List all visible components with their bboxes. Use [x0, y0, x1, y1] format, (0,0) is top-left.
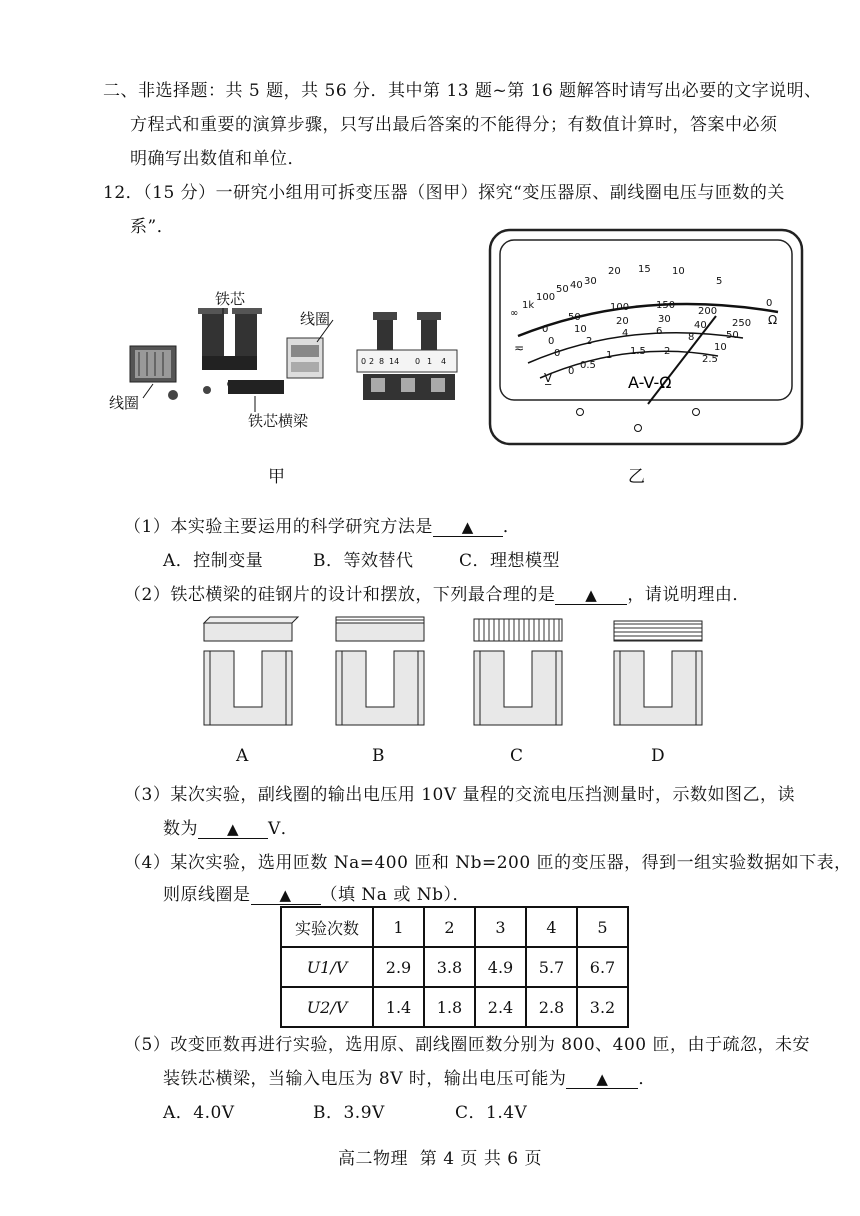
dc-100: 100 [610, 302, 630, 313]
part-5-option-b: B．3.9V [313, 1103, 385, 1123]
part-1-option-c: C．理想模型 [459, 551, 561, 571]
answer-blank-5[interactable]: ▲ [566, 1070, 638, 1089]
core-option-b [336, 617, 424, 725]
table-header-cell: 5 [577, 907, 628, 947]
part-2-question: （2）铁芯横梁的硅钢片的设计和摆放，下列最合理的是 ▲ ，请说明理由． [124, 585, 750, 605]
ac-2: 2 [664, 346, 671, 357]
terminal-1: 1 [427, 357, 433, 366]
table-header-label: 实验次数 [281, 907, 373, 947]
experiment-table [280, 906, 629, 1028]
table-header-cell: 3 [475, 907, 526, 947]
inner-8: 8 [688, 332, 695, 343]
ohm-10: 10 [672, 266, 685, 277]
dc-50: 50 [568, 312, 581, 323]
ohm-inf: ∞ [510, 308, 519, 319]
part-5-option-a: A．4.0V [163, 1103, 235, 1123]
label-crossbar: 铁芯横梁 [248, 412, 309, 430]
figure-yi-meter [488, 228, 804, 446]
part-3-line1: （3）某次实验，副线圈的输出电压用 10V 量程的交流电压挡测量时，示数如图乙，读 [124, 785, 796, 805]
ohm-15: 15 [638, 264, 651, 275]
right-coil [287, 338, 323, 378]
core-option-c [474, 619, 562, 725]
ohm-40: 40 [570, 280, 583, 291]
omega-symbol: Ω [768, 313, 778, 327]
mid-30: 30 [658, 314, 671, 325]
label-coil-right: 线圈 [300, 310, 331, 328]
terminal-0b: 0 [415, 357, 421, 366]
dc-250: 250 [732, 318, 752, 329]
ohm-1k: 1k [522, 300, 535, 311]
table-cell: 2.9 [373, 947, 424, 987]
table-cell: 6.7 [577, 947, 628, 987]
inner-0: 0 [554, 348, 561, 359]
part-5-line2: 装铁芯横梁，当输入电压为 8V 时，输出电压可能为 ▲ ． [163, 1069, 656, 1089]
core-options-figure [198, 615, 728, 730]
table-header-cell: 4 [526, 907, 577, 947]
caption-yi: 乙 [628, 467, 645, 487]
table-cell: 1.4 [373, 987, 424, 1027]
table-cell: 1.8 [424, 987, 475, 1027]
table-header-row [281, 907, 628, 947]
terminal-4: 4 [441, 357, 447, 366]
meter-name: A-V-Ω [628, 373, 672, 392]
inner-2: 2 [586, 336, 593, 347]
ac-symbol: V̲ [544, 371, 553, 385]
label-coil-left: 线圈 [109, 394, 140, 412]
left-coil [130, 346, 176, 382]
answer-blank-2[interactable]: ▲ [555, 586, 627, 605]
option-b-label: B [372, 746, 385, 766]
section-intro-line2: 方程式和重要的演算步骤，只写出最后答案的不能得分；有数值计算时，答案中必须 [130, 115, 778, 135]
core-crossbar [228, 380, 284, 394]
question-12-line1: 12．（15 分）一研究小组用可拆变压器（图甲）探究“变压器原、副线圈电压与匝数的关 [103, 183, 785, 203]
ohm-5: 5 [716, 276, 723, 287]
dc-0: 0 [542, 324, 549, 335]
part-1-option-b: B．等效替代 [313, 551, 414, 571]
terminal-14: 14 [389, 357, 400, 366]
option-a-label: A [236, 746, 249, 766]
answer-blank-3[interactable]: ▲ [198, 820, 268, 839]
core-option-a [204, 617, 298, 725]
caption-jia: 甲 [268, 467, 285, 487]
row-label-u1: U1/V [281, 947, 373, 987]
ohm-30: 30 [584, 276, 597, 287]
mid-0: 0 [548, 336, 555, 347]
mid-20: 20 [616, 316, 629, 327]
part-5-line1: （5）改变匝数再进行实验，选用原、副线圈匝数分别为 800、400 匝，由于疏忽，未安 [124, 1035, 811, 1055]
part-1-question: （1）本实验主要运用的科学研究方法是 ▲ ． [124, 517, 521, 537]
table-cell: 2.8 [526, 987, 577, 1027]
ohm-100: 100 [536, 292, 556, 303]
ohm-50: 50 [556, 284, 569, 295]
ohm-0: 0 [766, 298, 773, 309]
part-4-line2: 则原线圈是 ▲ （填 Na 或 Nb）． [163, 885, 470, 905]
part-4-line1: （4）某次实验，选用匝数 Na=400 匝和 Nb=200 匝的变压器，得到一组实验数据如下表， [124, 853, 852, 873]
answer-blank-1[interactable]: ▲ [433, 518, 503, 537]
dc-200: 200 [698, 306, 718, 317]
section-intro-line3: 明确写出数值和单位． [130, 149, 305, 169]
answer-blank-4[interactable]: ▲ [251, 886, 321, 905]
section-intro-line1: 二、非选择题：共 5 题，共 56 分．其中第 13 题~第 16 题解答时请写出必要的文字说明、 [103, 81, 822, 101]
table-cell: 3.8 [424, 947, 475, 987]
table-header-cell: 1 [373, 907, 424, 947]
table-cell: 4.9 [475, 947, 526, 987]
option-c-label: C [510, 746, 524, 766]
ac-15: 1.5 [630, 346, 646, 357]
figure-jia [105, 280, 475, 440]
table-cell: 3.2 [577, 987, 628, 1027]
part-5-option-c: C．1.4V [455, 1103, 528, 1123]
ac-0: 0 [568, 366, 575, 377]
dc-symbol: ≂ [514, 341, 525, 355]
part-1-option-a: A．控制变量 [163, 551, 264, 571]
table-header-cell: 2 [424, 907, 475, 947]
page-footer: 高二物理 第 4 页 共 6 页 [338, 1149, 542, 1169]
dc-150: 150 [656, 300, 676, 311]
part-3-line2: 数为 ▲ V． [163, 819, 299, 839]
ac-05: 0.5 [580, 360, 596, 371]
assembled-transformer [357, 312, 457, 400]
table-cell: 5.7 [526, 947, 577, 987]
inner-6: 6 [656, 326, 663, 337]
question-12-line2: 系”． [130, 217, 175, 237]
row-label-u2: U2/V [281, 987, 373, 1027]
u-core [198, 308, 262, 370]
table-row [281, 987, 628, 1027]
mid-10: 10 [574, 324, 587, 335]
option-d-label: D [651, 746, 665, 766]
ac-1: 1 [606, 350, 613, 361]
table-row [281, 947, 628, 987]
terminal-8: 8 [379, 357, 385, 366]
inner-10: 10 [714, 342, 727, 353]
ohm-20: 20 [608, 266, 621, 277]
mid-50: 50 [726, 330, 739, 341]
inner-4: 4 [622, 328, 629, 339]
terminal-2: 2 [369, 357, 375, 366]
terminal-0a: 0 [361, 357, 367, 366]
label-core: 铁芯 [215, 290, 246, 308]
table-cell: 2.4 [475, 987, 526, 1027]
ac-25: 2.5 [702, 354, 718, 365]
mid-40: 40 [694, 320, 707, 331]
core-option-d [614, 621, 702, 725]
